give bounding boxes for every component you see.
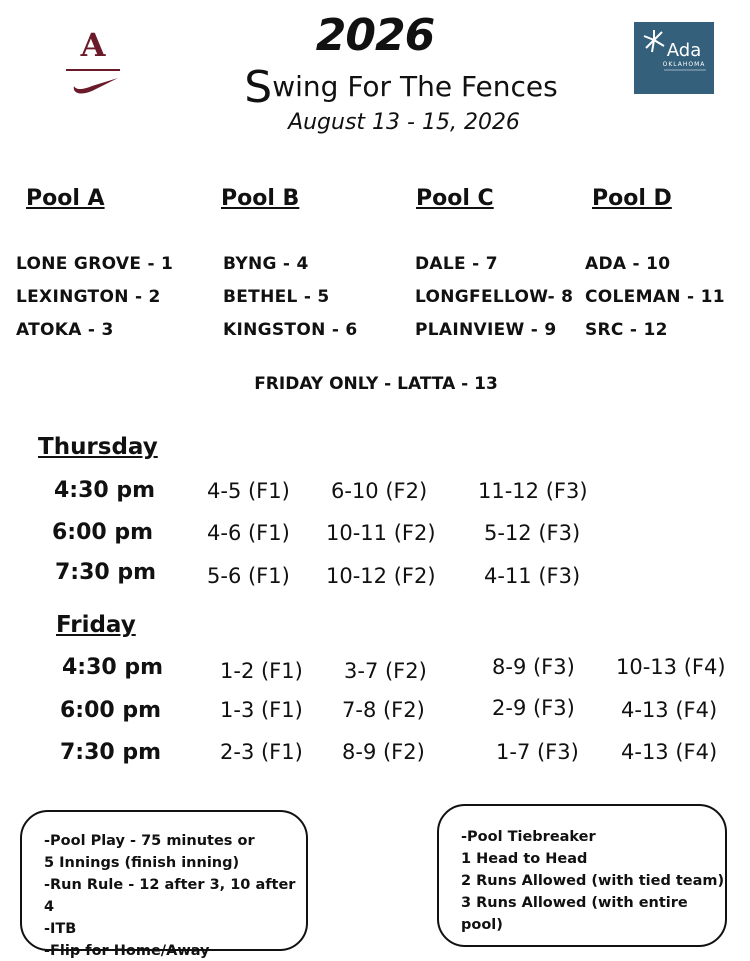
thursday-heading: Thursday (38, 434, 158, 460)
game-matchup: 1-3 (F1) (220, 698, 303, 722)
event-title-initial: S (244, 62, 273, 113)
rule-line: -Pool Play - 75 minutes or (44, 833, 255, 849)
friday-heading: Friday (56, 612, 136, 638)
game-matchup: 11-12 (F3) (478, 479, 588, 503)
game-time: 7:30 pm (60, 740, 162, 765)
pool-team: LEXINGTON - 2 (16, 287, 161, 307)
pool-team: ADA - 10 (585, 254, 671, 274)
game-matchup: 4-11 (F3) (484, 564, 581, 588)
rules-list (44, 830, 306, 961)
pool-team: PLAINVIEW - 9 (415, 320, 557, 340)
pool-c-heading: Pool C (416, 186, 494, 211)
game-matchup: 10-12 (F2) (326, 564, 436, 588)
pool-team: LONE GROVE - 1 (16, 254, 174, 274)
game-matchup: 2-9 (F3) (492, 696, 575, 720)
event-title-rest: wing For The Fences (272, 70, 558, 103)
rules-box (20, 810, 308, 959)
pool-team: BETHEL - 5 (223, 287, 330, 307)
game-matchup: 10-11 (F2) (326, 521, 436, 545)
pool-b-heading: Pool B (221, 186, 300, 211)
event-year: 2026 (315, 10, 435, 61)
tiebreaker-line: 1 Head to Head (461, 851, 588, 867)
game-matchup: 8-9 (F2) (342, 740, 425, 764)
pool-d-heading: Pool D (592, 186, 672, 211)
tiebreaker-box (437, 804, 727, 947)
event-dates: August 13 - 15, 2026 (288, 110, 520, 135)
game-matchup: 8-9 (F3) (492, 655, 575, 679)
game-time: 4:30 pm (62, 655, 164, 680)
pool-team: SRC - 12 (585, 320, 668, 340)
friday-only-team: FRIDAY ONLY - LATTA - 13 (254, 374, 498, 394)
game-matchup: 4-6 (F1) (207, 521, 290, 545)
rule-line: -ITB (44, 921, 77, 937)
game-matchup: 3-7 (F2) (344, 659, 427, 683)
pool-team: LONGFELLOW- 8 (415, 287, 574, 307)
school-logo (64, 28, 122, 100)
game-time: 6:00 pm (60, 698, 162, 723)
game-matchup: 1-7 (F3) (496, 740, 579, 764)
game-time: 4:30 pm (54, 478, 156, 503)
pool-team: ATOKA - 3 (16, 320, 114, 340)
rule-line: 5 Innings (finish inning) (44, 855, 240, 871)
rule-line: -Run Rule - 12 after 3, 10 after 4 (44, 877, 296, 915)
school-logo-letter: A (80, 28, 106, 64)
game-matchup: 7-8 (F2) (342, 698, 425, 722)
ada-oklahoma-logo (634, 22, 714, 94)
pool-team: KINGSTON - 6 (223, 320, 358, 340)
game-time: 6:00 pm (52, 520, 154, 545)
tiebreaker-line: 2 Runs Allowed (with tied team) (461, 873, 725, 889)
game-matchup: 4-5 (F1) (207, 479, 290, 503)
game-time: 7:30 pm (55, 560, 157, 585)
ada-logo-subtext: OKLAHOMA (662, 61, 706, 68)
game-matchup: 6-10 (F2) (331, 479, 428, 503)
game-matchup: 4-13 (F4) (621, 740, 718, 764)
pool-team: DALE - 7 (415, 254, 498, 274)
tiebreaker-list (461, 826, 725, 936)
ada-star-icon (634, 22, 714, 94)
game-matchup: 5-12 (F3) (484, 521, 581, 545)
game-matchup: 5-6 (F1) (207, 564, 290, 588)
pool-team: COLEMAN - 11 (585, 287, 725, 307)
game-matchup: 4-13 (F4) (621, 698, 718, 722)
ada-logo-text: Ada (666, 40, 702, 61)
pool-a-heading: Pool A (26, 186, 105, 211)
tiebreaker-line: 3 Runs Allowed (with entire pool) (461, 895, 688, 933)
game-matchup: 2-3 (F1) (220, 740, 303, 764)
game-matchup: 1-2 (F1) (220, 659, 303, 683)
school-a-swoosh-icon (64, 28, 122, 100)
tiebreaker-line: -Pool Tiebreaker (461, 829, 596, 845)
pool-team: BYNG - 4 (223, 254, 309, 274)
rule-line: -Flip for Home/Away (44, 943, 210, 959)
game-matchup: 10-13 (F4) (616, 655, 726, 679)
